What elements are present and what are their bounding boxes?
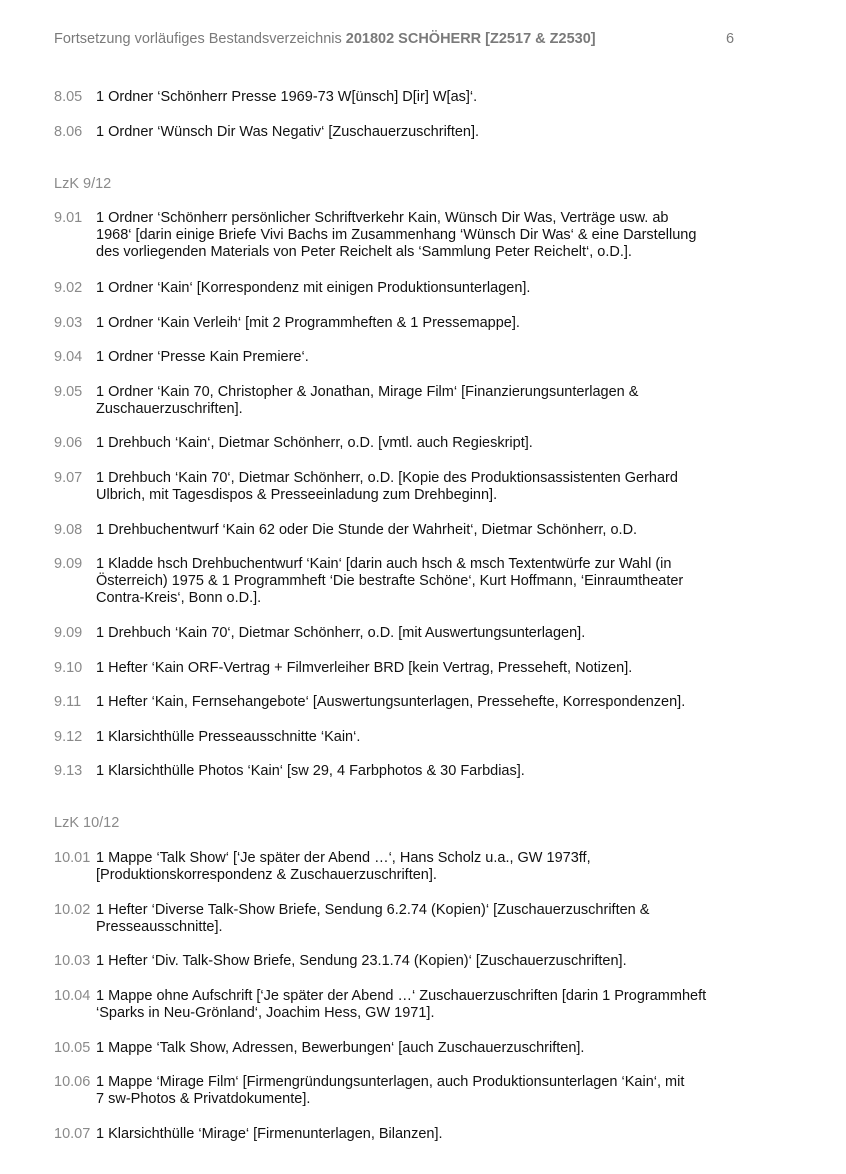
entry-line: Contra-Kreis‘, Bonn o.D.]. (96, 590, 262, 607)
entry-line: 1 Ordner ‘Kain Verleih‘ [mit 2 Programmheften & 1 Pressemappe]. (96, 315, 520, 331)
entry-number: 10.04 (54, 988, 91, 1004)
entry-line: 1 Hefter ‘Div. Talk-Show Briefe, Sendung 23.1.74 (Kopien)‘ [Zuschauerzuschriften]. (96, 953, 627, 969)
entry-description (96, 280, 736, 297)
entry-line: 1 Hefter ‘Diverse Talk-Show Briefe, Sendung 6.2.74 (Kopien)‘ [Zuschauerzuschriften & (96, 902, 650, 918)
entry-line: 1 Kladde hsch Drehbuchentwurf ‘Kain‘ [darin auch hsch & msch Textentwürfe zur Wahl (in (96, 556, 672, 572)
entry-line: 1 Mappe ‘Mirage Film‘ [Firmengründungsunterlagen, auch Produktionsunterlagen ‘Kain‘, mit (96, 1074, 685, 1090)
entry-number: 10.05 (54, 1040, 91, 1056)
section-heading: LzK 10/12 (54, 815, 120, 831)
entry-number: 9.03 (54, 315, 83, 331)
entry-number: 9.11 (54, 694, 82, 710)
running-header (54, 31, 754, 47)
entry-line: Ulbrich, mit Tagesdispos & Presseeinladung zum Drehbeginn]. (96, 487, 498, 504)
entry-description (96, 384, 736, 418)
entry-description (96, 1040, 736, 1057)
entry-line: 1 Ordner ‘Wünsch Dir Was Negativ‘ [Zuschauerzuschriften]. (96, 124, 480, 140)
entry-line: 1 Ordner ‘Kain 70, Christopher & Jonathan, Mirage Film‘ [Finanzierungsunterlagen & (96, 384, 639, 400)
entry-line: ‘Sparks in Neu-Grönland‘, Joachim Hess, GW 1971]. (96, 1005, 435, 1022)
entry-line: 1 Drehbuch ‘Kain 70‘, Dietmar Schönherr, o.D. [Kopie des Produktionsassistenten Gerhard (96, 470, 678, 486)
entry-line: 1 Ordner ‘Kain‘ [Korrespondenz mit einigen Produktionsunterlagen]. (96, 280, 531, 296)
entry-line: 1968‘ [darin einige Briefe Vivi Bachs im Zusammenhang ‘Wünsch Dir Was‘ & eine Darstellung (96, 227, 697, 244)
entry-number: 9.10 (54, 660, 83, 676)
entry-line: [Produktionskorrespondenz & Zuschauerzuschriften]. (96, 867, 437, 884)
section-heading: LzK 9/12 (54, 176, 112, 192)
entry-number: 8.06 (54, 124, 83, 140)
entry-line: Österreich) 1975 & 1 Programmheft ‘Die bestrafte Schöne‘, Kurt Hoffmann, ‘Einraumtheater (96, 573, 684, 590)
entry-number: 10.03 (54, 953, 91, 969)
entry-description (96, 470, 736, 504)
entry-description (96, 763, 736, 780)
entry-line: 7 sw-Photos & Privatdokumente]. (96, 1091, 311, 1108)
entry-number: 10.07 (54, 1126, 91, 1142)
entry-description (96, 953, 736, 970)
entry-line: 1 Hefter ‘Kain ORF-Vertrag + Filmverleiher BRD [kein Vertrag, Presseheft, Notizen]. (96, 660, 633, 676)
entry-description (96, 850, 736, 884)
entry-description (96, 1074, 736, 1108)
entry-line: 1 Drehbuch ‘Kain 70‘, Dietmar Schönherr, o.D. [mit Auswertungsunterlagen]. (96, 625, 586, 641)
entry-description (96, 556, 736, 608)
entry-description (96, 625, 736, 642)
entry-number: 9.13 (54, 763, 83, 779)
entry-description (96, 1126, 736, 1143)
entry-line: 1 Ordner ‘Schönherr Presse 1969-73 W[ünsch] D[ir] W[as]‘. (96, 89, 478, 105)
entry-line: 1 Drehbuchentwurf ‘Kain 62 oder Die Stunde der Wahrheit‘, Dietmar Schönherr, o.D. (96, 522, 638, 538)
page-number: 6 (726, 31, 735, 47)
entry-number: 9.02 (54, 280, 83, 296)
entry-number: 8.05 (54, 89, 83, 105)
entry-number: 9.08 (54, 522, 83, 538)
entry-description (96, 89, 736, 106)
entry-line: 1 Mappe ‘Talk Show, Adressen, Bewerbungen‘ [auch Zuschauerzuschriften]. (96, 1040, 585, 1056)
entry-line: 1 Hefter ‘Kain, Fernsehangebote‘ [Auswertungsunterlagen, Pressehefte, Korrespondenzen]. (96, 694, 686, 710)
entry-number: 10.06 (54, 1074, 91, 1090)
entry-line: Presseausschnitte]. (96, 919, 223, 936)
entry-line: 1 Klarsichthülle Presseausschnitte ‘Kain‘. (96, 729, 361, 745)
entry-description (96, 902, 736, 936)
header-collection-id: 201802 SCHÖHERR [Z2517 & Z2530] (345, 31, 596, 47)
entry-description (96, 435, 736, 452)
entry-description (96, 315, 736, 332)
entry-description (96, 210, 736, 262)
entry-number: 9.01 (54, 210, 83, 226)
entry-line: 1 Klarsichthülle Photos ‘Kain‘ [sw 29, 4 Farbphotos & 30 Farbdias]. (96, 763, 525, 779)
entry-line: 1 Ordner ‘Schönherr persönlicher Schriftverkehr Kain, Wünsch Dir Was, Verträge usw. ab (96, 210, 669, 226)
entry-description (96, 124, 736, 141)
entry-number: 9.09 (54, 556, 83, 572)
entry-number: 9.04 (54, 349, 83, 365)
entry-number: 9.06 (54, 435, 83, 451)
entry-number: 10.02 (54, 902, 91, 918)
entry-number: 10.01 (54, 850, 91, 866)
entry-number: 9.12 (54, 729, 83, 745)
entry-number: 9.07 (54, 470, 83, 486)
entry-number: 9.09 (54, 625, 83, 641)
entry-number: 9.05 (54, 384, 83, 400)
entry-description (96, 349, 736, 366)
entry-description (96, 729, 736, 746)
entry-line: Zuschauerzuschriften]. (96, 401, 243, 418)
entry-line: 1 Mappe ‘Talk Show‘ [‘Je später der Abend …‘, Hans Scholz u.a., GW 1973ff, (96, 850, 591, 866)
entry-description (96, 660, 736, 677)
header-prefix: Fortsetzung vorläufiges Bestandsverzeichnis (54, 31, 346, 47)
entry-line: 1 Drehbuch ‘Kain‘, Dietmar Schönherr, o.D. [vmtl. auch Regieskript]. (96, 435, 533, 451)
entry-line: des vorliegenden Materials von Peter Reichelt als ‘Sammlung Peter Reichelt‘, o.D.]. (96, 244, 632, 261)
entry-description (96, 522, 736, 539)
entry-description (96, 694, 736, 711)
entry-line: 1 Mappe ohne Aufschrift [‘Je später der Abend …‘ Zuschauerzuschriften [darin 1 Programmheft (96, 988, 707, 1004)
entry-line: 1 Klarsichthülle ‘Mirage‘ [Firmenunterlagen, Bilanzen]. (96, 1126, 443, 1142)
entry-description (96, 988, 736, 1022)
entry-line: 1 Ordner ‘Presse Kain Premiere‘. (96, 349, 309, 365)
